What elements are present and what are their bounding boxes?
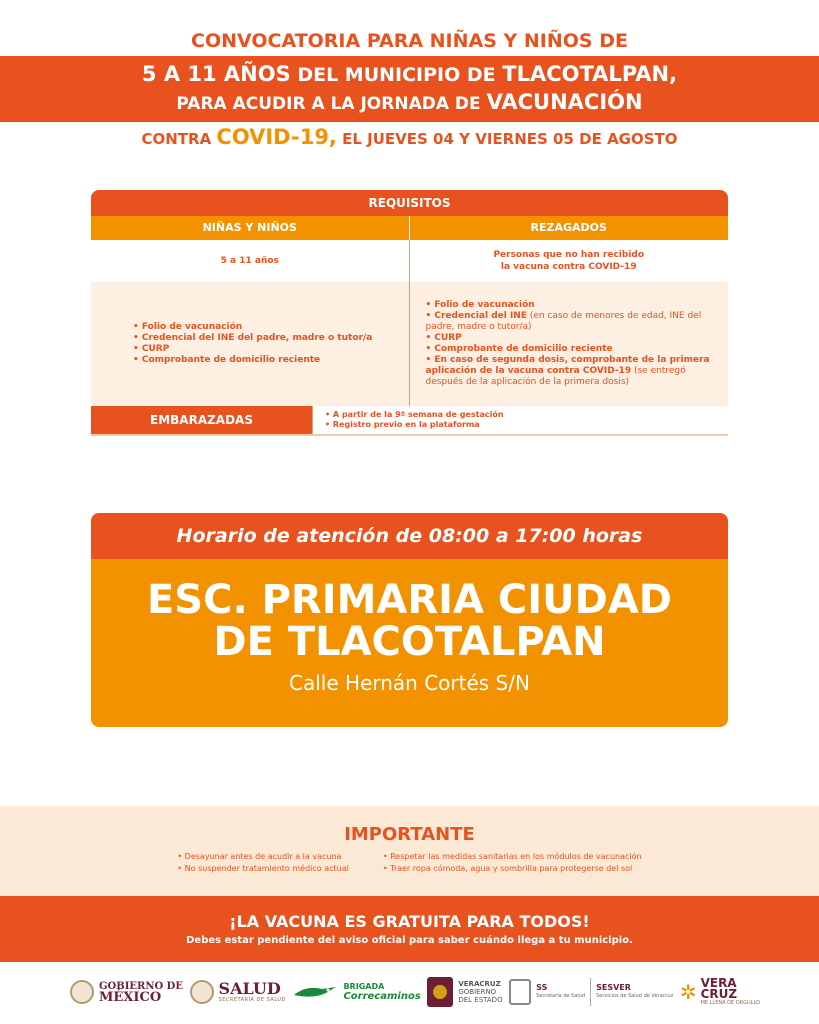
vc-text bbox=[701, 978, 760, 1006]
vc-subtitle: ME LLENA DE ORGULLO bbox=[700, 1000, 760, 1006]
venue-address: Calle Hernán Cortés S/N bbox=[289, 671, 530, 695]
veracruz-star-icon: ✲ bbox=[679, 980, 697, 1004]
brigada-text bbox=[343, 982, 420, 1002]
ine-bold: • Credencial del INE bbox=[425, 311, 527, 321]
list-item: • No suspender tratamiento médico actual bbox=[177, 864, 349, 873]
brigada-logo bbox=[292, 982, 420, 1002]
important-right bbox=[383, 851, 642, 875]
list-item: • Folio de vacunación bbox=[425, 300, 535, 310]
municipality-text: TLACOTALPAN, bbox=[502, 62, 678, 86]
requirements-columns bbox=[91, 216, 728, 240]
list-item: • Credencial del INE del padre, madre o tutor/a bbox=[133, 333, 373, 343]
important-title: IMPORTANTE bbox=[344, 824, 475, 845]
veracruz-orgullo-logo bbox=[680, 978, 760, 1006]
sesver-title: SESVER bbox=[596, 983, 631, 992]
covid-text: COVID-19, bbox=[216, 125, 337, 149]
vaccination-text: VACUNACIÓN bbox=[486, 90, 643, 114]
venue-body bbox=[91, 559, 728, 727]
veracruz-line-1: VERACRUZ bbox=[458, 980, 501, 988]
free-vaccine-banner bbox=[0, 896, 819, 962]
gob-line-2: MÉXICO bbox=[99, 990, 162, 1005]
veracruz-gobierno-logo bbox=[427, 977, 502, 1007]
pregnant-items bbox=[312, 406, 728, 434]
list-item: • Traer ropa cómoda, agua y sombrilla para protegerse del sol bbox=[382, 864, 633, 873]
list-item: • Registro previo en la plataforma bbox=[325, 420, 480, 429]
list-item bbox=[426, 311, 717, 333]
roadrunner-icon bbox=[292, 983, 338, 1001]
venue-name bbox=[91, 559, 728, 663]
venue-name-1: ESC. PRIMARIA CIUDAD bbox=[146, 577, 673, 623]
list-item: • CURP bbox=[425, 333, 462, 343]
salud-text bbox=[219, 981, 286, 1003]
ss-sesver-logo bbox=[509, 978, 673, 1006]
kids-documents bbox=[91, 282, 410, 406]
brigada-line-1: BRIGADA bbox=[343, 982, 385, 991]
vc-line-1: VERA bbox=[700, 976, 737, 990]
venue-card bbox=[91, 513, 728, 727]
rezagados-desc bbox=[410, 240, 729, 282]
salud-subtitle: SECRETARÍA DE SALUD bbox=[218, 997, 286, 1003]
list-item: • CURP bbox=[133, 344, 170, 354]
important-left bbox=[177, 851, 348, 875]
gobierno-text bbox=[99, 981, 183, 1003]
header-line-2-mid: DEL MUNICIPIO DE bbox=[290, 64, 503, 86]
age-range-text: 5 A 11 AÑOS bbox=[141, 62, 291, 86]
sesver-subtitle: Servicios de Salud de Veracruz bbox=[596, 993, 674, 999]
ss-title: SS bbox=[536, 983, 548, 992]
list-item: • Comprobante de domicilio reciente bbox=[133, 355, 321, 365]
col-header-kids: NIÑAS Y NIÑOS bbox=[91, 216, 410, 240]
vc-line-2: CRUZ bbox=[700, 987, 738, 1001]
header-line-1: CONVOCATORIA PARA NIÑAS Y NIÑOS DE bbox=[191, 30, 628, 52]
important-section bbox=[0, 806, 819, 896]
list-item: • Desayunar antes de acudir a la vacuna bbox=[177, 852, 342, 861]
rezagados-desc-1: Personas que no han recibido bbox=[493, 250, 645, 260]
list-item: • A partir de la 9ª semana de gestación bbox=[325, 410, 504, 419]
sesver-text bbox=[596, 983, 673, 1001]
list-item: • Comprobante de domicilio reciente bbox=[425, 344, 613, 354]
brigada-line-2: Correcaminos bbox=[343, 991, 421, 1002]
kids-ages bbox=[91, 240, 410, 282]
second-dose-note: (se entregó después de la aplicación de la primera dosis) bbox=[425, 366, 686, 387]
ss-subtitle: Secretaría de Salud bbox=[536, 993, 586, 999]
salud-title: SALUD bbox=[218, 979, 281, 998]
list-item bbox=[426, 355, 717, 388]
rezagados-desc-2: la vacuna contra COVID-19 bbox=[500, 262, 637, 272]
important-columns bbox=[0, 845, 819, 875]
salud-seal-icon bbox=[190, 980, 214, 1004]
kids-ages-text: 5 a 11 años bbox=[220, 256, 279, 266]
ss-emblem-icon bbox=[509, 979, 531, 1005]
dates-text: EL JUEVES 04 Y VIERNES 05 DE AGOSTO bbox=[336, 130, 678, 148]
header-line-3-a: PARA ACUDIR A LA JORNADA DE bbox=[176, 94, 487, 114]
free-subtext: Debes estar pendiente del aviso oficial para saber cuándo llega a tu municipio. bbox=[186, 935, 633, 946]
mexico-seal-icon bbox=[70, 980, 94, 1004]
list-item: • Respetar las medidas sanitarias en los módulos de vacunación bbox=[382, 852, 642, 861]
veracruz-line-2: GOBIERNO bbox=[458, 988, 497, 996]
veracruz-text bbox=[458, 980, 502, 1004]
header-line-4 bbox=[0, 125, 819, 149]
rezagados-documents bbox=[410, 282, 729, 406]
logos-footer bbox=[70, 970, 760, 1014]
hours-banner: Horario de atención de 08:00 a 17:00 horas bbox=[91, 513, 728, 559]
ages-row bbox=[91, 240, 728, 282]
salud-logo bbox=[190, 980, 286, 1004]
ine-note: (en caso de menores de edad, INE del padre, madre o tutor/a) bbox=[425, 311, 702, 332]
veracruz-line-3: DEL ESTADO bbox=[458, 996, 503, 1004]
ss-text bbox=[536, 983, 585, 1001]
header-line-3 bbox=[0, 86, 819, 114]
logo-divider bbox=[590, 978, 591, 1006]
pregnant-label: EMBARAZADAS bbox=[91, 406, 312, 434]
list-item: • Folio de vacunación bbox=[133, 322, 243, 332]
pregnant-row bbox=[91, 406, 728, 436]
veracruz-shield-icon bbox=[427, 977, 453, 1007]
header-band bbox=[0, 56, 819, 122]
second-dose-bold: • En caso de segunda dosis, comprobante de la primera aplicación de la vacuna contra COVID-19 bbox=[425, 355, 710, 376]
free-headline: ¡LA VACUNA ES GRATUITA PARA TODOS! bbox=[229, 912, 590, 931]
venue-name-2: DE TLACOTALPAN bbox=[213, 619, 606, 665]
documents-row bbox=[91, 282, 728, 406]
header-line-4-a: CONTRA bbox=[141, 130, 217, 148]
col-header-rezagados: REZAGADOS bbox=[530, 221, 607, 234]
gobierno-mexico-logo bbox=[70, 980, 183, 1004]
gob-line-1: GOBIERNO DE bbox=[99, 981, 183, 992]
requirements-title: REQUISITOS bbox=[91, 190, 728, 216]
header-line-2 bbox=[0, 56, 819, 86]
requirements-table bbox=[91, 190, 728, 436]
